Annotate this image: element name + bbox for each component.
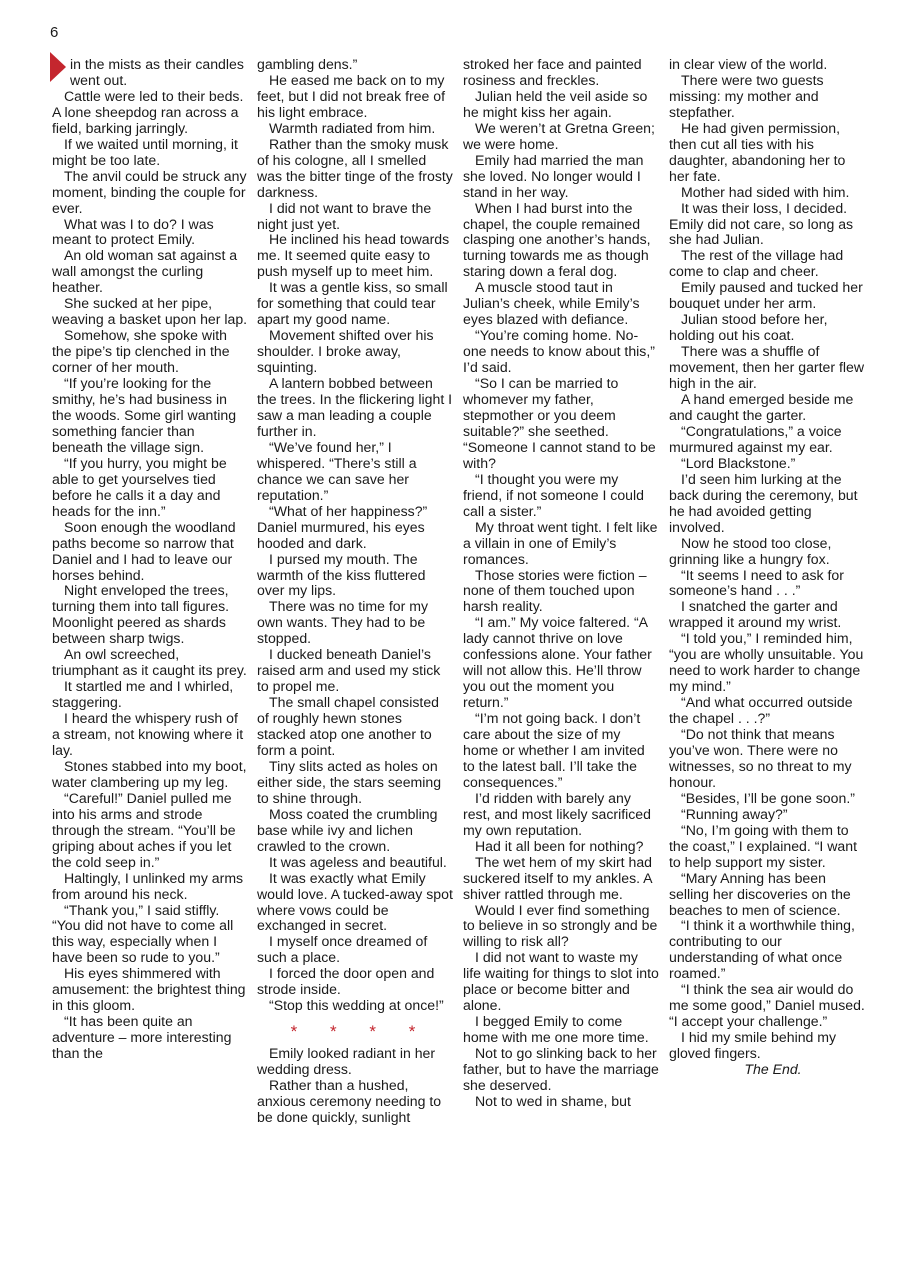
paragraph: It startled me and I whirled, staggering. (52, 678, 234, 711)
paragraph: “So I can be married to whomever my father, stepmother or you deem suitable?” she seethed. “Someone I cannot stand to be with? (463, 375, 656, 471)
paragraph: “We’ve found her,” I whispered. “There’s still a chance we can save her reputation.” (257, 438, 417, 503)
paragraph: I’d seen him lurking at the back during the ceremony, but he had avoided getting involved. (669, 470, 858, 535)
column-1-paragraphs (52, 89, 248, 1062)
paragraph: A lantern bobbed between the trees. In the flickering light I saw a man leading a couple further in. (257, 375, 453, 439)
paragraph: A muscle stood taut in Julian’s cheek, while Emily’s eyes blazed with defiance. (463, 279, 640, 328)
paragraph: If we waited until morning, it might be too late. (52, 135, 238, 168)
paragraph: “If you hurry, you might be able to get yourselves tied before he calls it a day and heads for the inn.” (52, 454, 227, 519)
paragraph: Haltingly, I unlinked my arms from around his neck. (52, 869, 244, 902)
paragraph: The wet hem of my skirt had suckered itself to my ankles. A shiver rattled through me. (463, 853, 653, 902)
paragraph: “Thank you,” I said stiffly. “You did not have to come all this way, especially when I have been so rude to you.” (52, 901, 234, 966)
paragraph: The rest of the village had come to clap and cheer. (669, 247, 844, 280)
paragraph: “I thought you were my friend, if not someone I could call a sister.” (463, 470, 644, 519)
paragraph: “I think it a worthwhile thing, contributing to our understanding of what once roamed.” (669, 917, 855, 982)
paragraph: Cattle were led to their beds. A lone sheepdog ran across a field, barking jarringly. (52, 87, 244, 136)
paragraph: He eased me back on to my feet, but I did not break free of his light embrace. (257, 71, 446, 120)
paragraph: Stones stabbed into my boot, water clambering up my leg. (52, 757, 247, 790)
paragraph: Soon enough the woodland paths become so narrow that Daniel and I had to leave our horses behind. (52, 518, 236, 583)
paragraph: An old woman sat against a wall amongst the curling heather. (52, 247, 238, 296)
paragraph: Rather than a hushed, anxious ceremony needing to be done quickly, sunlight (257, 1077, 442, 1125)
paragraph: “Running away?” (681, 805, 788, 822)
paragraph: “I told you,” I reminded him, “you are wholly unsuitable. You need to work harder to change my mind.” (669, 630, 864, 695)
paragraph: “If you’re looking for the smithy, he’s had business in the woods. Some girl wanting something fancier than beneath the village sign. (52, 375, 237, 455)
text-column-2 (257, 57, 453, 1126)
the-end-label: The End. (744, 1061, 802, 1078)
paragraph: There was no time for my own wants. They had to be stopped. (257, 598, 428, 647)
paragraph: “It has been quite an adventure – more interesting than the (52, 1013, 232, 1062)
paragraph: My throat went tight. I felt like a villain in one of Emily’s romances. (463, 518, 658, 567)
paragraph: Warmth radiated from him. (269, 119, 436, 136)
column-2-after-separator (257, 1046, 453, 1126)
paragraph: Had it all been for nothing? (475, 837, 644, 854)
paragraph: Not to wed in shame, but (475, 1092, 631, 1109)
column-4-paragraphs (669, 73, 865, 1062)
paragraph: in clear view of the world. (669, 56, 828, 72)
column-2-paragraphs (257, 73, 453, 1014)
paragraph: She sucked at her pipe, weaving a basket upon her lap. (52, 295, 248, 328)
paragraph: There were two guests missing: my mother and stepfather. (669, 71, 824, 120)
paragraph: Movement shifted over his shoulder. I broke away, squinting. (257, 327, 434, 376)
paragraph: Emily had married the man she loved. No longer would I stand in her way. (463, 151, 644, 200)
paragraph: Julian stood before her, holding out his coat. (669, 311, 828, 344)
paragraph: I did not want to brave the night just yet. (257, 199, 432, 232)
paragraph: “I’m not going back. I don’t care about the size of my home or whether I am invited to the latest ball. I’ll take the consequences.” (463, 710, 645, 790)
paragraph: When I had burst into the chapel, the couple remained clasping one another’s hands, turning towards me as though staring down a feral dog. (463, 199, 651, 280)
paragraph: It was exactly what Emily would love. A tucked-away spot where vows could be exchanged in secret. (257, 869, 453, 934)
paragraph: in the mists as their candles went out. (70, 56, 244, 88)
paragraph: I did not want to waste my life waiting for things to slot into place or become bitter and alone. (463, 949, 659, 1014)
paragraph: The anvil could be struck any moment, binding the couple for ever. (52, 167, 247, 216)
paragraph: Emily paused and tucked her bouquet under her arm. (669, 279, 863, 312)
paragraph: “No, I’m going with them to the coast,” I explained. “I want to help support my sister. (669, 821, 858, 870)
paragraph: A hand emerged beside me and caught the garter. (669, 391, 854, 423)
paragraph: “Besides, I’ll be gone soon.” (681, 789, 855, 806)
paragraph: I ducked beneath Daniel’s raised arm and used my stick to propel me. (257, 646, 441, 695)
paragraph: Now he stood too close, grinning like a hungry fox. (669, 534, 832, 567)
paragraph: Night enveloped the trees, turning them into tall figures. Moonlight peered as shards between sharp twigs. (52, 582, 230, 647)
paragraph: His eyes shimmered with amusement: the brightest thing in this gloom. (52, 965, 246, 1014)
paragraph: I hid my smile behind my gloved fingers. (669, 1029, 837, 1062)
paragraph: stroked her face and painted rosiness and freckles. (463, 56, 642, 88)
paragraph: He had given permission, then cut all ties with his daughter, abandoning her to her fate. (669, 119, 846, 184)
paragraph: “Careful!” Daniel pulled me into his arms and strode through the stream. “You’ll be griping about aches if you let the cold seep in.” (52, 789, 236, 870)
paragraph: An owl screeched, triumphant as it caught its prey. (52, 646, 247, 679)
paragraph: Tiny slits acted as holes on either side, the stars seeming to shine through. (257, 757, 442, 806)
paragraph: Emily looked radiant in her wedding dress. (257, 1045, 436, 1078)
paragraph: It was a gentle kiss, so small for something that could tear apart my good name. (257, 279, 448, 328)
paragraph: I snatched the garter and wrapped it around my wrist. (669, 598, 842, 631)
paragraph: I myself once dreamed of such a place. (257, 933, 428, 966)
paragraph: “I think the sea air would do me some good,” Daniel mused. “I accept your challenge.” (669, 981, 865, 1030)
paragraph: I begged Emily to come home with me one more time. (463, 1013, 649, 1046)
paragraph: Moss coated the crumbling base while ivy and lichen crawled to the crown. (257, 805, 438, 854)
paragraph: Rather than the smoky musk of his cologne, all I smelled was the bitter tinge of the frosty darkness. (257, 135, 453, 200)
column-3-paragraphs (463, 89, 659, 1110)
paragraph: It was their loss, I decided. Emily did not care, so long as she had Julian. (669, 199, 854, 248)
section-separator: * * * * (290, 1022, 430, 1042)
paragraph: “Do not think that means you’ve won. There were no witnesses, so no threat to my honour. (669, 726, 852, 790)
paragraph: “I am.” My voice faltered. “A lady cannot thrive on love confessions alone. Your father will not allow this. He’ll throw you out the moment you return.” (463, 614, 652, 711)
paragraph: I pursed my mouth. The warmth of the kiss fluttered over my lips. (257, 550, 426, 599)
paragraph: “Mary Anning has been selling her discoveries on the beaches to men of science. (669, 869, 851, 918)
paragraph: Not to go slinking back to her father, but to have the marriage she deserved. (463, 1045, 659, 1093)
paragraph: I forced the door open and strode inside. (257, 965, 435, 998)
paragraph: We weren’t at Gretna Green; we were home. (463, 119, 655, 152)
paragraph: “Stop this wedding at once!” (269, 997, 444, 1014)
paragraph: What was I to do? I was meant to protect Emily. (52, 215, 214, 248)
text-column-3 (463, 57, 659, 1110)
paragraph: It was ageless and beautiful. (269, 853, 447, 870)
paragraph: “What of her happiness?” Daniel murmured, his eyes hooded and dark. (257, 502, 428, 551)
paragraph: Those stories were fiction – none of them touched upon harsh reality. (463, 566, 647, 615)
paragraph: Mother had sided with him. (681, 183, 850, 200)
paragraph: “It seems I need to ask for someone’s hand . . .” (669, 566, 844, 599)
paragraph: He inclined his head towards me. It seemed quite easy to push myself up to meet him. (257, 231, 450, 280)
paragraph: There was a shuffle of movement, then her garter flew high in the air. (669, 343, 865, 392)
text-column-1 (52, 57, 248, 1062)
page-number: 6 (50, 24, 59, 41)
paragraph: I’d ridden with barely any rest, and most likely sacrificed my own reputation. (463, 789, 651, 838)
paragraph: Julian held the veil aside so he might kiss her again. (463, 87, 648, 120)
paragraph: Somehow, she spoke with the pipe’s tip clenched in the corner of her mouth. (52, 327, 230, 376)
text-column-4 (669, 57, 865, 1078)
paragraph: “You’re coming home. No-one needs to know about this,” I’d said. (463, 327, 655, 376)
paragraph: “Lord Blackstone.” (681, 454, 796, 471)
paragraph: I heard the whispery rush of a stream, not knowing where it lay. (52, 710, 244, 758)
paragraph: “Congratulations,” a voice murmured against my ear. (669, 422, 842, 455)
paragraph: “And what occurred outside the chapel . . .?” (669, 694, 853, 727)
paragraph: Would I ever find something to believe in so strongly and be willing to risk all? (463, 901, 658, 950)
paragraph: The small chapel consisted of roughly hewn stones stacked atop one another to form a point. (257, 694, 439, 758)
paragraph: gambling dens.” (257, 56, 358, 72)
